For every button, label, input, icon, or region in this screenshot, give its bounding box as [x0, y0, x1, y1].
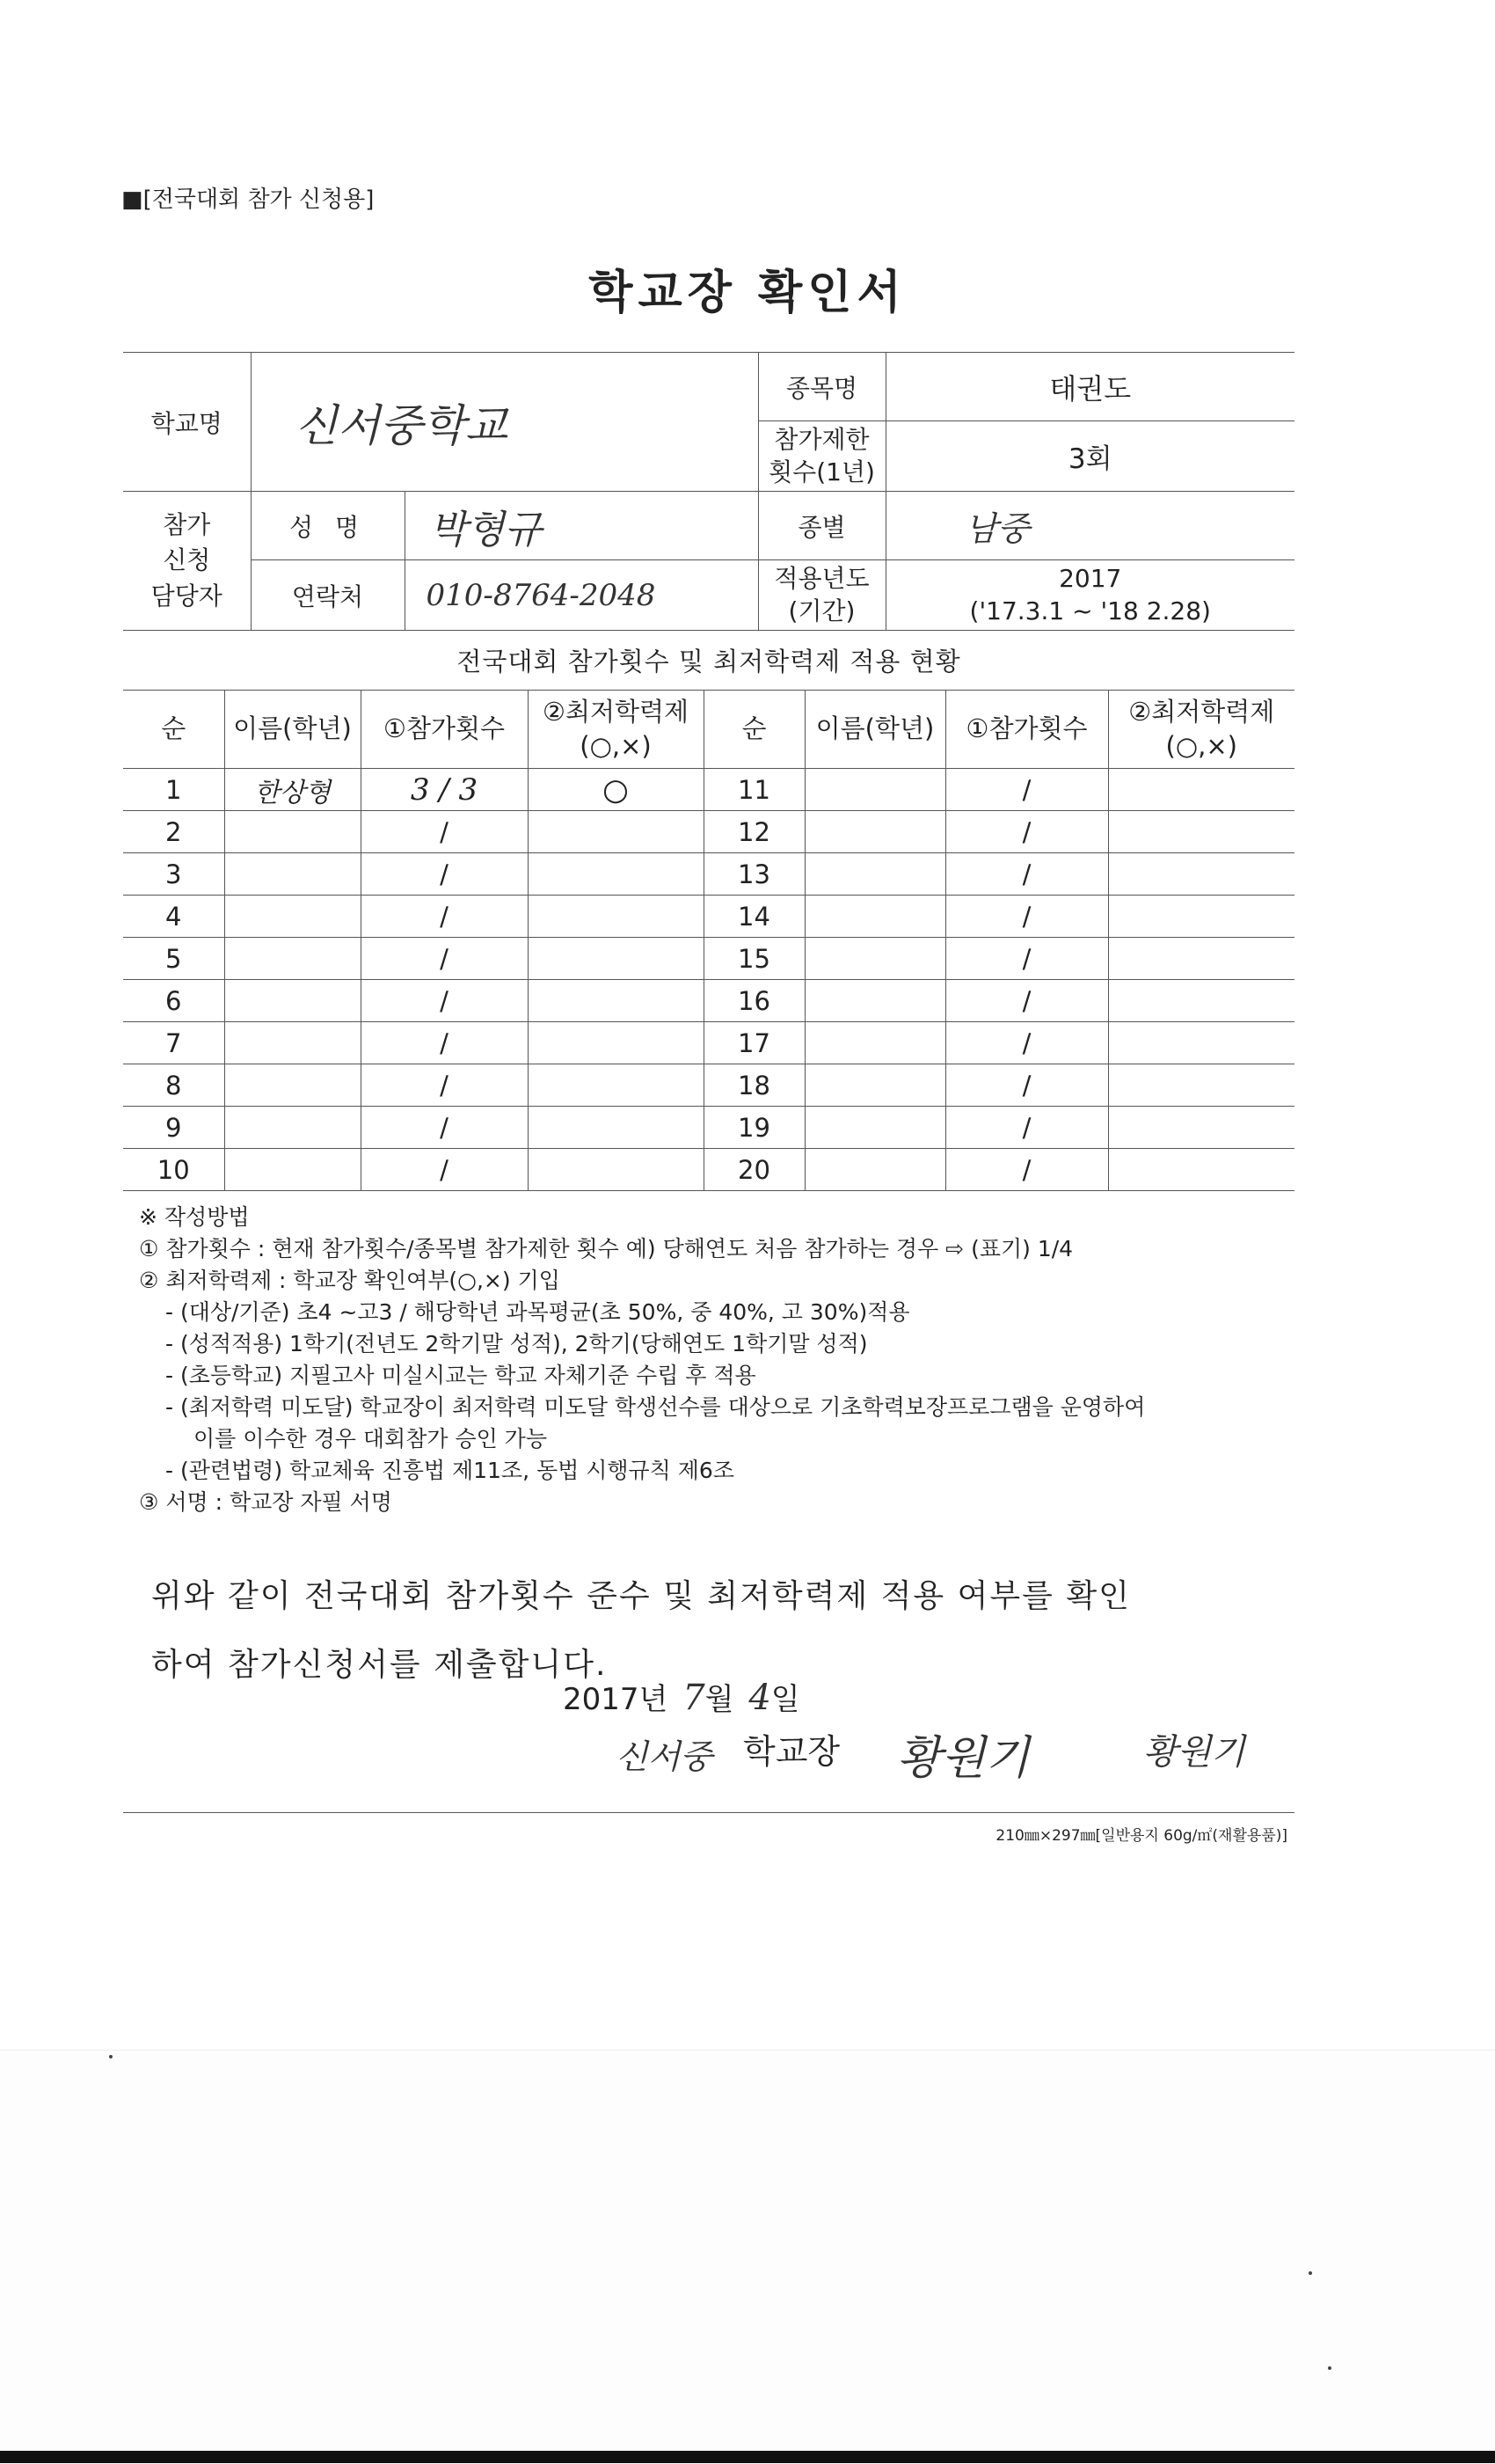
applicant-info-table — [123, 352, 1294, 631]
row-no: 19 — [704, 1107, 805, 1149]
row-name — [224, 1022, 361, 1064]
header-min-line2: (○,×) — [580, 731, 652, 761]
table-row — [123, 1064, 1294, 1107]
date-month-unit: 월 — [704, 1682, 734, 1717]
participation-table-body — [123, 769, 1294, 1191]
contact-label: 연락처 — [251, 560, 405, 631]
header-count: ①참가횟수 — [945, 691, 1108, 769]
row-count: / — [945, 769, 1108, 811]
row-count: / — [945, 1149, 1108, 1191]
year-value — [886, 560, 1294, 631]
year-label-line1: 적용년도 — [774, 564, 870, 594]
date-day-unit: 일 — [770, 1682, 800, 1717]
row-name — [224, 853, 361, 896]
instruction-line: - (대상/기준) 초4 ~고3 / 해당학년 과목평균(초 50%, 중 40%, 고 30%)적용 — [165, 1299, 910, 1325]
year-value-line2: ('17.3.1 ~ '18 2.28) — [969, 596, 1211, 625]
row-name — [224, 811, 361, 853]
limit-label — [758, 421, 886, 492]
row-count: / — [361, 980, 528, 1022]
principal-role: 학교장 — [743, 1732, 841, 1771]
row-no: 13 — [704, 853, 805, 896]
row-min — [1108, 853, 1294, 896]
principal-signature: 황원기 — [1143, 1732, 1245, 1773]
date-month-value: 7 — [682, 1678, 705, 1718]
row-name — [224, 938, 361, 980]
row-name — [224, 1149, 361, 1191]
instruction-line: - (최저학력 미도달) 학교장이 최저학력 미도달 학생선수를 대상으로 기초학력보장프로그램을 운영하여 — [165, 1394, 1146, 1420]
row-no: 7 — [123, 1022, 224, 1064]
instruction-line: 이를 이수한 경우 대회참가 승인 가능 — [193, 1426, 547, 1451]
applicant-label — [123, 492, 251, 631]
row-no: 11 — [704, 769, 805, 811]
table-row — [123, 1149, 1294, 1191]
header-min-line2: (○,×) — [1165, 731, 1237, 761]
row-no: 10 — [123, 1149, 224, 1191]
row-no: 1 — [123, 769, 224, 811]
row-min — [528, 1107, 704, 1149]
row-name: 한상형 — [224, 769, 361, 811]
row-min — [1108, 1149, 1294, 1191]
date-line — [563, 1675, 800, 1718]
limit-label-line1: 참가제한 — [774, 425, 870, 455]
instruction-line: - (성적적용) 1학기(전년도 2학기말 성적), 2학기(당해연도 1학기말 성적) — [165, 1331, 868, 1356]
header-min — [528, 691, 704, 769]
row-count: / — [361, 1064, 528, 1107]
row-min — [1108, 1107, 1294, 1149]
row-name — [224, 1107, 361, 1149]
date-day-value: 4 — [748, 1678, 771, 1718]
row-no: 20 — [704, 1149, 805, 1191]
row-count: / — [945, 896, 1108, 938]
table-row — [123, 811, 1294, 853]
row-name — [224, 980, 361, 1022]
declaration-line1: 위와 같이 전국대회 참가횟수 준수 및 최저학력제 적용 여부를 확인 — [151, 1578, 1131, 1614]
scan-speck — [1328, 2366, 1331, 2370]
row-min — [528, 938, 704, 980]
header-min-line1: ②최저학력제 — [542, 696, 689, 727]
row-name — [805, 938, 945, 980]
applicant-label-line2: 신청 — [163, 545, 211, 575]
row-min: ○ — [528, 769, 704, 811]
row-name — [805, 769, 945, 811]
row-no: 16 — [704, 980, 805, 1022]
row-count: / — [945, 1107, 1108, 1149]
table-row — [123, 896, 1294, 938]
row-name — [805, 896, 945, 938]
header-count: ①참가횟수 — [361, 691, 528, 769]
row-no: 18 — [704, 1064, 805, 1107]
row-count: / — [361, 896, 528, 938]
row-no: 5 — [123, 938, 224, 980]
scan-edge — [0, 2451, 1495, 2463]
year-value-line1: 2017 — [1059, 564, 1122, 594]
year-label — [758, 560, 886, 631]
row-min — [1108, 811, 1294, 853]
applicant-label-line3: 담당자 — [150, 581, 222, 611]
school-name-value: 신서중학교 — [251, 353, 758, 492]
row-no: 12 — [704, 811, 805, 853]
table-row — [123, 938, 1294, 980]
name-value: 박형규 — [405, 492, 758, 560]
event-label: 종목명 — [758, 353, 886, 421]
row-no: 17 — [704, 1022, 805, 1064]
table-row — [123, 1022, 1294, 1064]
header-no: 순 — [704, 691, 805, 769]
row-count: / — [945, 980, 1108, 1022]
instruction-line: ③ 서명 : 학교장 자필 서명 — [139, 1489, 392, 1515]
row-count: / — [361, 853, 528, 896]
table-row — [123, 769, 1294, 811]
row-count: / — [361, 811, 528, 853]
category-value: 남중 — [886, 492, 1294, 560]
row-count: / — [361, 1149, 528, 1191]
table-row — [123, 853, 1294, 896]
header-min — [1108, 691, 1294, 769]
contact-value: 010-8764-2048 — [405, 560, 758, 631]
row-count: / — [945, 1022, 1108, 1064]
row-count: / — [945, 1064, 1108, 1107]
table-row — [123, 980, 1294, 1022]
row-name — [805, 1149, 945, 1191]
row-min — [528, 811, 704, 853]
limit-label-line2: 횟수(1년) — [769, 457, 875, 486]
document-title: 학교장 확인서 — [588, 267, 907, 319]
header-no: 순 — [123, 691, 224, 769]
instruction-line: - (관련법령) 학교체육 진흥법 제11조, 동법 시행규칙 제6조 — [165, 1458, 734, 1483]
row-min — [528, 1022, 704, 1064]
category-label: 종별 — [758, 492, 886, 560]
scan-speck — [109, 2055, 113, 2058]
row-name — [805, 1107, 945, 1149]
row-count: / — [945, 853, 1108, 896]
row-no: 9 — [123, 1107, 224, 1149]
row-min — [528, 1064, 704, 1107]
row-name — [805, 811, 945, 853]
row-name — [805, 853, 945, 896]
row-min — [1108, 769, 1294, 811]
applicant-label-line1: 참가 — [163, 509, 211, 539]
table-header-row — [123, 691, 1294, 769]
bottom-rule — [123, 1812, 1294, 1813]
instructions-heading: ※ 작성방법 — [139, 1204, 250, 1230]
row-min — [1108, 896, 1294, 938]
row-count: / — [945, 938, 1108, 980]
header-min-line1: ②최저학력제 — [1128, 696, 1275, 727]
row-no: 8 — [123, 1064, 224, 1107]
row-name — [805, 980, 945, 1022]
row-min — [1108, 938, 1294, 980]
row-min — [528, 853, 704, 896]
row-min — [1108, 980, 1294, 1022]
row-min — [528, 1149, 704, 1191]
header-name: 이름(학년) — [805, 691, 945, 769]
row-count: / — [361, 1022, 528, 1064]
row-count: / — [361, 938, 528, 980]
row-min — [528, 980, 704, 1022]
row-no: 6 — [123, 980, 224, 1022]
row-no: 15 — [704, 938, 805, 980]
form-type-note: ■[전국대회 참가 신청용] — [121, 186, 375, 213]
instruction-line: - (초등학교) 지필고사 미실시교는 학교 자체기준 수립 후 적용 — [165, 1363, 756, 1388]
row-min — [528, 896, 704, 938]
date-year: 2017년 — [563, 1682, 668, 1717]
row-count: / — [361, 1107, 528, 1149]
year-label-line2: (기간) — [788, 596, 856, 625]
instruction-line: ① 참가횟수 : 현재 참가횟수/종목별 참가제한 횟수 예) 당해연도 처음 참가하는 경우 ⇨ (표기) 1/4 — [139, 1236, 1074, 1261]
participation-table — [123, 690, 1294, 1191]
row-no: 14 — [704, 896, 805, 938]
row-no: 3 — [123, 853, 224, 896]
row-count: / — [945, 811, 1108, 853]
event-value: 태권도 — [886, 353, 1294, 421]
limit-value: 3회 — [886, 421, 1294, 492]
declaration-line2: 하여 참가신청서를 제출합니다. — [151, 1647, 608, 1683]
blank-scan-area — [0, 2050, 1495, 2464]
row-no: 4 — [123, 896, 224, 938]
table-row — [123, 1107, 1294, 1149]
instruction-line: ② 최저학력제 : 학교장 확인여부(○,×) 기입 — [139, 1268, 560, 1293]
paper-spec: 210㎜×297㎜[일반용지 60g/㎡(재활용품)] — [995, 1827, 1287, 1845]
row-name — [224, 1064, 361, 1107]
row-name — [224, 896, 361, 938]
name-label: 성 명 — [251, 492, 405, 560]
header-name: 이름(학년) — [224, 691, 361, 769]
row-min — [1108, 1022, 1294, 1064]
school-handwritten: 신서중 — [616, 1737, 713, 1776]
section-title: 전국대회 참가횟수 및 최저학력제 적용 현황 — [456, 647, 961, 676]
row-min — [1108, 1064, 1294, 1107]
principal-name-handwritten: 황원기 — [897, 1732, 1030, 1785]
row-name — [805, 1064, 945, 1107]
school-label: 학교명 — [123, 353, 251, 492]
row-count: 3 / 3 — [361, 769, 528, 811]
scan-speck — [1309, 2271, 1312, 2275]
instructions — [139, 1202, 1145, 1518]
row-no: 2 — [123, 811, 224, 853]
row-name — [805, 1022, 945, 1064]
